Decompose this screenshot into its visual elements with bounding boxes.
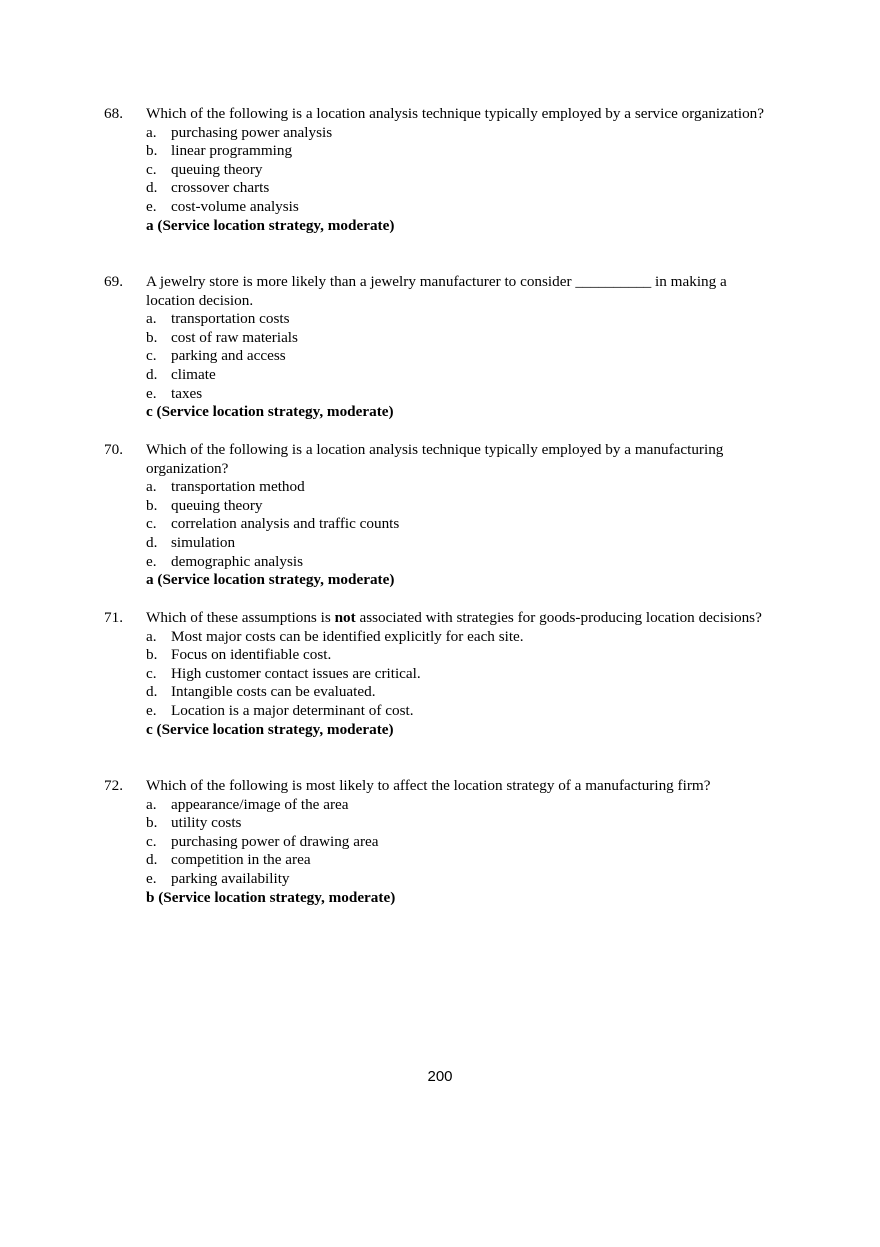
option-e [146, 702, 764, 721]
option-b [146, 814, 764, 833]
option-c [146, 347, 764, 366]
option-text: competition in the area [171, 851, 311, 869]
option-text: purchasing power analysis [171, 123, 333, 141]
answer-options [104, 628, 764, 721]
question-stem [104, 441, 764, 478]
option-letter: a. [146, 123, 157, 141]
option-letter: b. [146, 496, 158, 514]
option-text: utility costs [171, 814, 242, 832]
option-letter: b. [146, 814, 158, 832]
option-letter: d. [146, 365, 158, 383]
option-c [146, 833, 764, 852]
option-d [146, 534, 764, 553]
answer-key: a (Service location strategy, moderate) [146, 216, 395, 234]
answer-options [104, 478, 764, 571]
option-text: appearance/image of the area [171, 795, 349, 813]
option-text: Intangible costs can be evaluated. [171, 683, 376, 701]
question-68 [104, 105, 764, 235]
option-letter: e. [146, 384, 157, 402]
option-text: High customer contact issues are critical. [171, 664, 421, 682]
question-text-before: Which of these assumptions is [146, 609, 335, 626]
question-stem [104, 777, 764, 796]
option-b [146, 329, 764, 348]
option-text: crossover charts [171, 179, 270, 197]
option-letter: c. [146, 160, 157, 178]
option-a [146, 310, 764, 329]
answer-options [104, 796, 764, 889]
page-number: 200 [427, 1068, 453, 1085]
option-letter: d. [146, 533, 158, 551]
option-text: Focus on identifiable cost. [171, 646, 332, 664]
option-c [146, 161, 764, 180]
answer-key: a (Service location strategy, moderate) [146, 571, 395, 589]
question-number: 72. [104, 777, 123, 794]
option-a [146, 124, 764, 143]
option-e [146, 553, 764, 572]
option-text: cost-volume analysis [171, 197, 299, 215]
option-text: parking availability [171, 869, 290, 887]
option-a [146, 478, 764, 497]
question-text [146, 609, 764, 628]
option-letter: c. [146, 347, 157, 365]
answer-key: c (Service location strategy, moderate) [146, 403, 394, 421]
option-letter: a. [146, 627, 157, 645]
question-number: 69. [104, 273, 123, 290]
option-d [146, 179, 764, 198]
option-letter: b. [146, 142, 158, 160]
option-text: linear programming [171, 142, 293, 160]
question-text: Which of the following is most likely to affect the location strategy of a manufacturing firm? [146, 777, 711, 794]
option-e [146, 198, 764, 217]
option-a [146, 796, 764, 815]
option-text: demographic analysis [171, 552, 304, 570]
question-stem [104, 105, 764, 124]
question-text: Which of the following is a location analysis technique typically employed by a manufacturing organization? [146, 441, 724, 477]
option-d [146, 851, 764, 870]
question-text: A jewelry store is more likely than a jewelry manufacturer to consider __________ in making a location decision. [146, 273, 727, 309]
question-71 [104, 609, 764, 739]
option-d [146, 683, 764, 702]
option-text: transportation method [171, 478, 305, 496]
question-number: 68. [104, 105, 123, 122]
question-number: 70. [104, 441, 123, 458]
question-70 [104, 441, 764, 590]
option-text: transportation costs [171, 310, 290, 328]
answer-key: c (Service location strategy, moderate) [146, 720, 394, 738]
option-letter: b. [146, 646, 158, 664]
question-stem [104, 609, 764, 628]
option-text: queuing theory [171, 160, 263, 178]
option-letter: e. [146, 869, 157, 887]
option-text: simulation [171, 533, 236, 551]
question-text: Which of the following is a location analysis technique typically employed by a service organization? [146, 105, 765, 122]
option-letter: a. [146, 478, 157, 496]
question-72 [104, 777, 764, 907]
option-text: correlation analysis and traffic counts [171, 515, 400, 533]
question-stem [104, 273, 764, 310]
option-letter: a. [146, 795, 157, 813]
option-text: Location is a major determinant of cost. [171, 701, 414, 719]
option-letter: c. [146, 515, 157, 533]
option-letter: d. [146, 683, 158, 701]
option-letter: c. [146, 832, 157, 850]
option-c [146, 515, 764, 534]
option-a [146, 628, 764, 647]
answer-options [104, 124, 764, 217]
option-text: cost of raw materials [171, 328, 298, 346]
option-text: taxes [171, 384, 203, 402]
option-b [146, 497, 764, 516]
option-b [146, 646, 764, 665]
option-letter: e. [146, 197, 157, 215]
option-letter: e. [146, 552, 157, 570]
question-text-emphasis: not [334, 609, 356, 626]
option-b [146, 142, 764, 161]
option-letter: c. [146, 664, 157, 682]
option-text: queuing theory [171, 496, 263, 514]
option-e [146, 870, 764, 889]
option-letter: e. [146, 701, 157, 719]
question-text-after: associated with strategies for goods-producing location decisions? [355, 609, 762, 626]
answer-key: b (Service location strategy, moderate) [146, 888, 396, 906]
answer-options [104, 310, 764, 403]
option-c [146, 665, 764, 684]
option-text: parking and access [171, 347, 286, 365]
question-number: 71. [104, 609, 123, 626]
option-e [146, 385, 764, 404]
option-text: climate [171, 365, 216, 383]
option-text: purchasing power of drawing area [171, 832, 379, 850]
option-d [146, 366, 764, 385]
option-text: Most major costs can be identified explicitly for each site. [171, 627, 524, 645]
option-letter: d. [146, 179, 158, 197]
option-letter: b. [146, 328, 158, 346]
option-letter: d. [146, 851, 158, 869]
question-69 [104, 273, 764, 422]
option-letter: a. [146, 310, 157, 328]
